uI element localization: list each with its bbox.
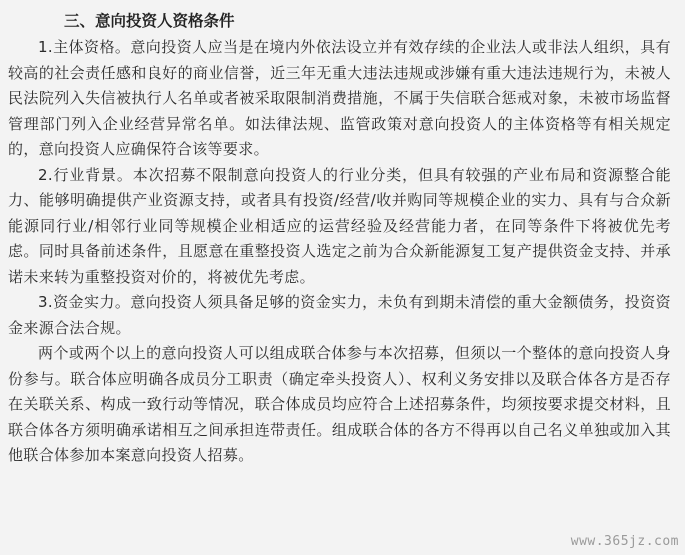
site-watermark: www.365jz.com (570, 534, 679, 549)
paragraph-financial-strength: 3.资金实力。意向投资人须具备足够的资金实力，未负有到期未清偿的重大金额债务，投资资金来源合法合规。 (8, 293, 671, 337)
section-heading: 三、意向投资人资格条件 (64, 12, 235, 30)
paragraph-industry-background: 2.行业背景。本次招募不限制意向投资人的行业分类，但具有较强的产业布局和资源整合能力、能够明确提供产业资源支持，或者具有投资/经营/收并购同等规模企业的实力、具有与合众新能源同行业/相邻行业同等规模企业相适应的运营经验及经营能力者，在同等条件下将被优先考虑。同时具备前述条件，且愿意在重整投资人选定之前为合众新能源复工复产提供资金支持、并承诺未来转为重整投资对价的，将被优先考虑。 (8, 165, 671, 286)
paragraph-subject-qualification: 1.主体资格。意向投资人应当是在境内外依法设立并有效存续的企业法人或非法人组织，具有较高的社会责任感和良好的商业信誉，近三年无重大违法违规或涉嫌有重大违法违规行为，未被人民法院列入失信被执行人名单或者被采取限制消费措施，不属于失信联合惩戒对象，未被市场监督管理部门列入企业经营异常名单。如法律法规、监管政策对意向投资人的主体资格等有相关规定的，意向投资人应确保符合该等要求。 (8, 38, 671, 158)
paragraph-consortium: 两个或两个以上的意向投资人可以组成联合体参与本次招募，但须以一个整体的意向投资人身份参与。联合体应明确各成员分工职责（确定牵头投资人）、权利义务安排以及联合体各方是否存在关联关系、构成一致行动等情况，联合体成员均应符合上述招募条件，均须按要求提交材料，且联合体各方须明确承诺相互之间承担连带责任。组成联合体的各方不得再以自己名义单独或加入其他联合体参加本案意向投资人招募。 (8, 344, 671, 464)
